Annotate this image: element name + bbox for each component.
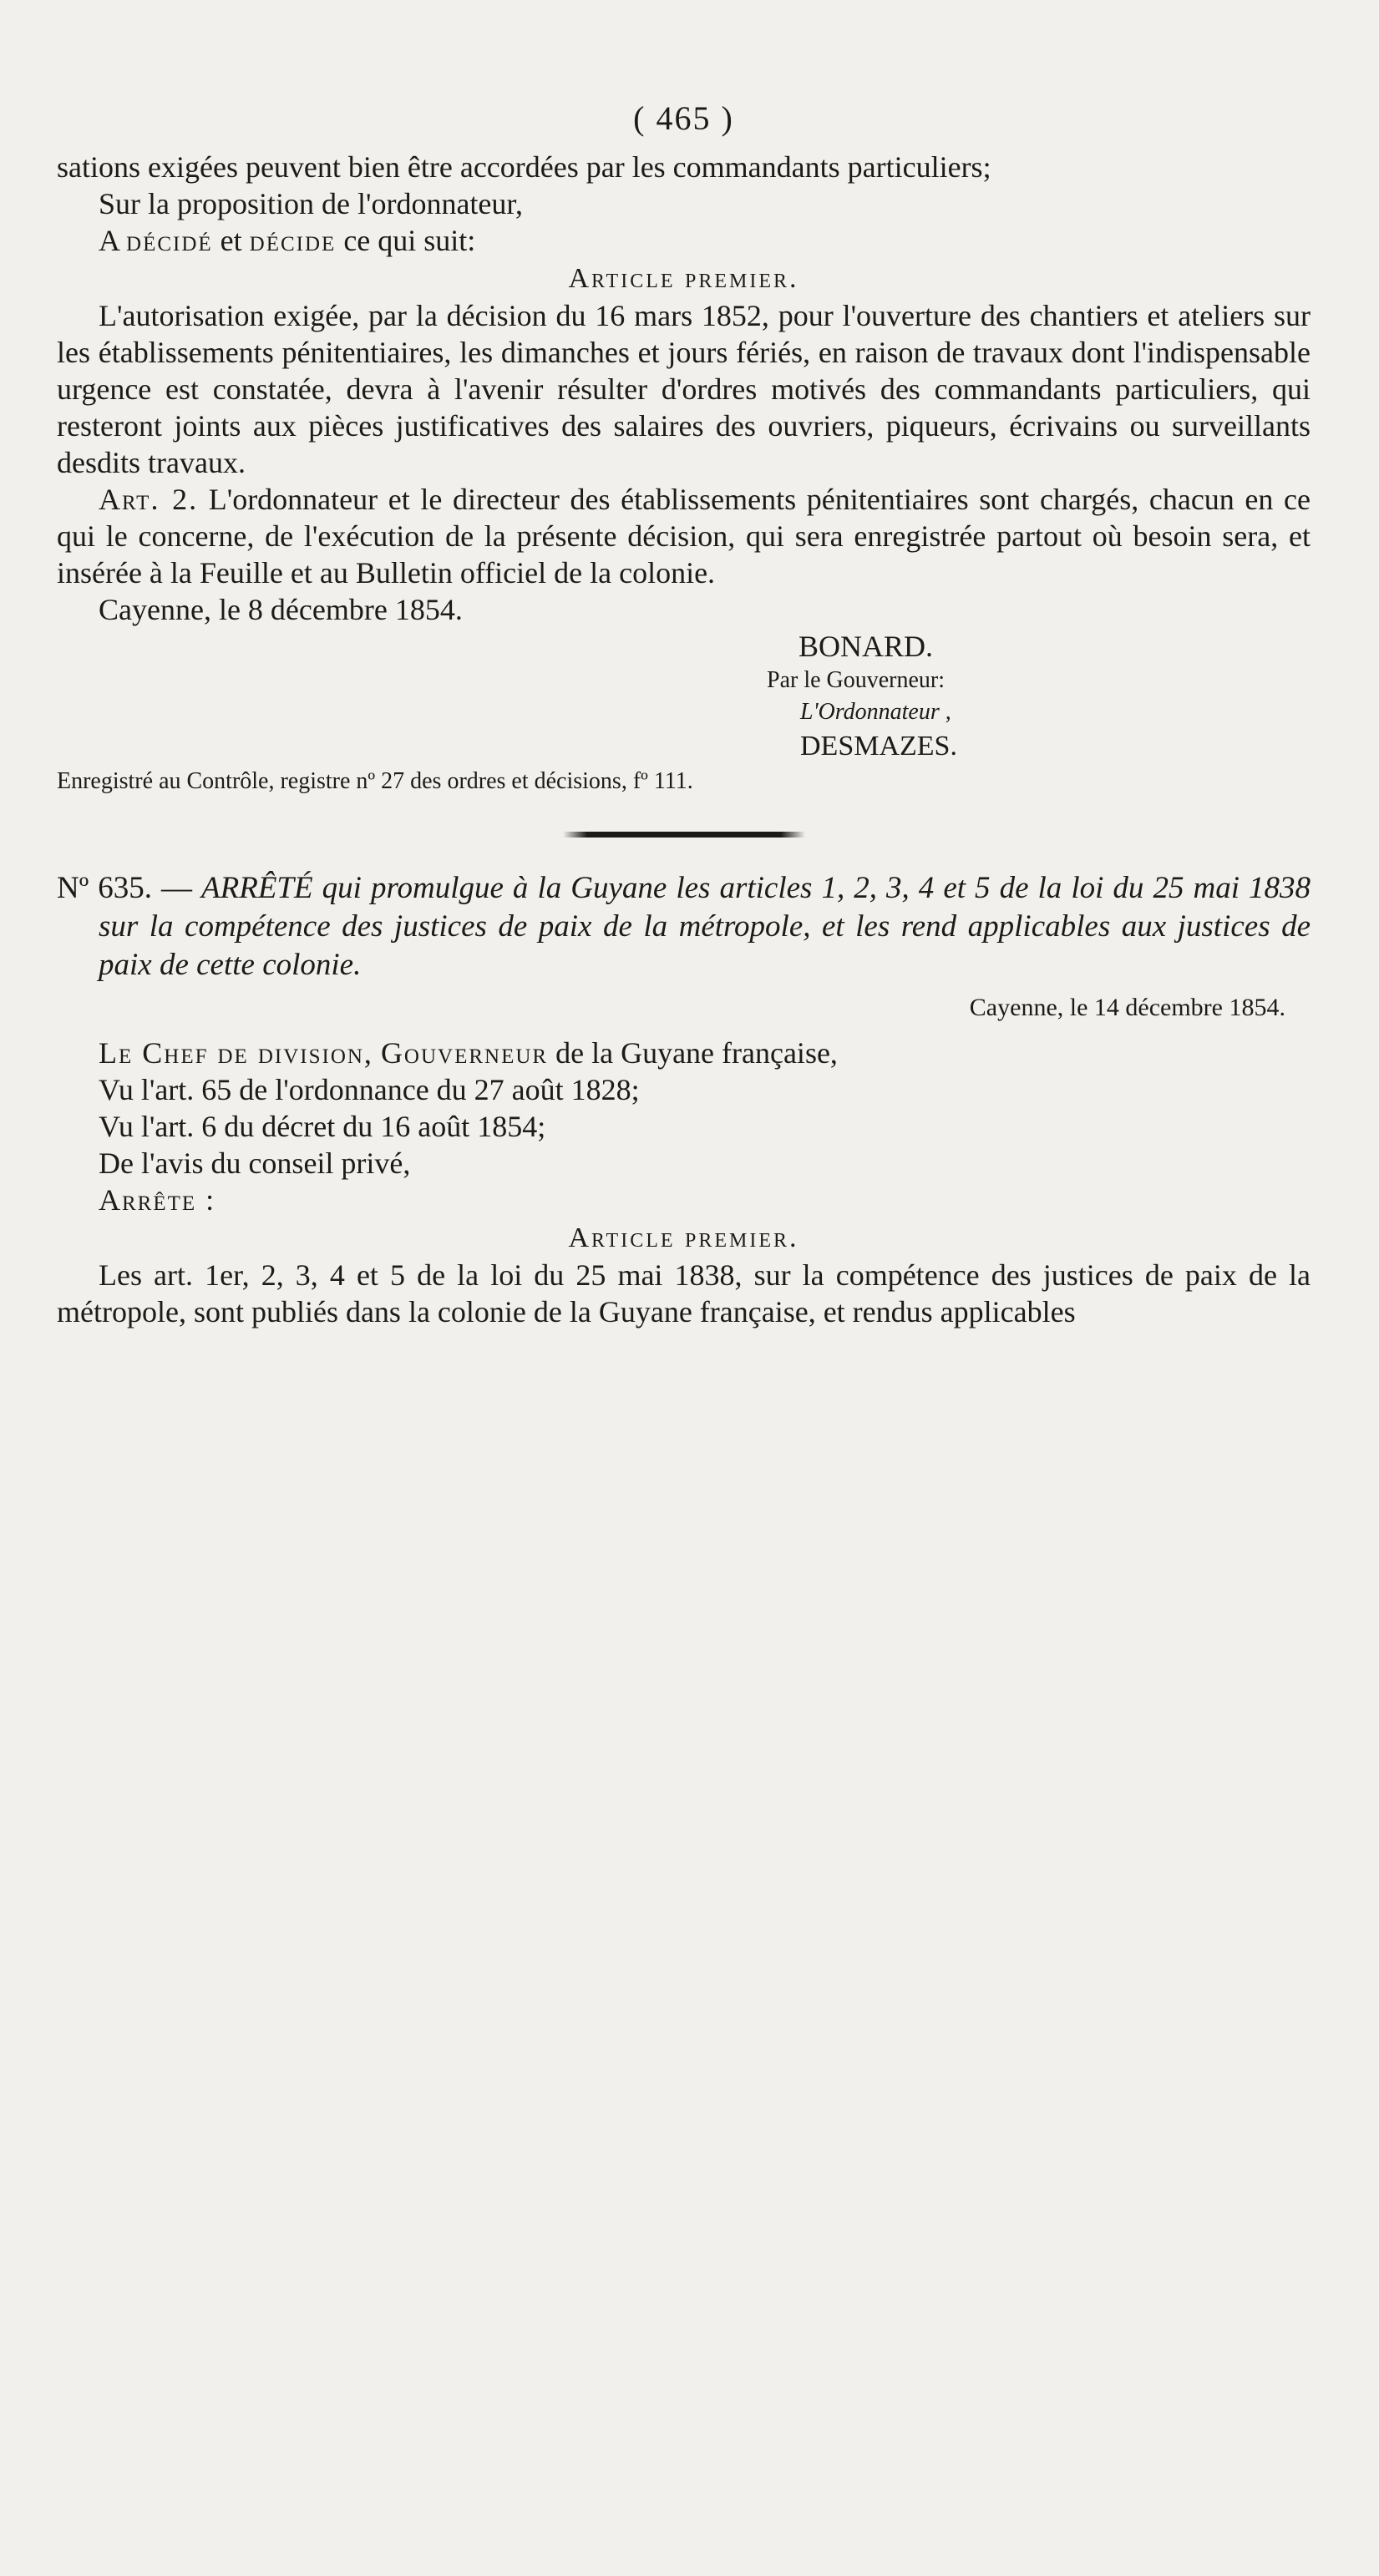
arrete-dateline: Cayenne, le 14 décembre 1854. [969, 994, 1285, 1021]
section-divider [563, 832, 805, 838]
place-date: Cayenne, le 8 décembre 1854. [99, 593, 463, 626]
vu-decret: Vu l'art. 6 du décret du 16 août 1854; [99, 1110, 546, 1143]
signer-name: BONARD. [799, 630, 934, 663]
arrete-title-text: ARRÊTÉ qui promulgue à la Guyane les articles 1, 2, 3, 4 et 5 de la loi du 25 mai 1838 sur la compétence des justices de paix de la métropole, et les rend applicables aux justices de paix de cette colonie. [99, 871, 1311, 982]
decide-c: et [220, 224, 242, 257]
decide-a: A [99, 224, 119, 257]
countersignature [57, 665, 1311, 765]
chef-line [57, 1035, 1311, 1071]
chef-b: Gouverneur [380, 1036, 549, 1070]
registration-note: Enregistré au Contrôle, registre nº 27 des ordres et décisions, fº 111. [57, 768, 693, 794]
arrete-title [57, 869, 1311, 984]
article-2-text: L'ordonnateur et le directeur des établissements pénitentiaires sont chargés, chacun en ce qui le concerne, de l'exécution de la présente décision, qui sera enregistrée partout où besoin sera, et insérée à la Feuille et au Bulletin officiel de la colonie. [57, 483, 1311, 590]
vu-ordonnance: Vu l'art. 65 de l'ordonnance du 27 août 1828; [99, 1073, 640, 1106]
paragraph-continuation: sations exigées peuvent bien être accordées par les commandants particuliers; [57, 150, 991, 184]
chef-a: Le Chef de division, [99, 1036, 373, 1070]
page-text [57, 100, 1311, 1330]
article-1-text: L'autorisation exigée, par la décision du 16 mars 1852, pour l'ouverture des chantiers et ateliers sur les établissements pénitentiaires, les dimanches et jours fériés, en raison de travaux dont l'indispensable urgence est constatée, devra à l'avenir résulter d'ordres motivés des commandants particuliers, qui resteront joints aux pièces justificatives des salaires des ouvriers, piqueurs, écrivains ou surveillants desdits travaux. [57, 299, 1311, 479]
paragraph-decide [57, 222, 1311, 259]
chef-c: de la Guyane française, [555, 1036, 838, 1070]
decide-b: décidé [126, 224, 213, 257]
par-le-gouverneur: Par le Gouverneur: [767, 667, 946, 693]
page-number: ( 465 ) [633, 99, 734, 137]
article-2 [57, 481, 1311, 591]
paragraph-proposition: Sur la proposition de l'ordonnateur, [99, 187, 523, 220]
decide-e: ce qui suit: [343, 224, 476, 257]
avis-conseil: De l'avis du conseil privé, [99, 1146, 411, 1180]
article-heading-1: Article premier. [568, 263, 799, 294]
article-1b-text: Les art. 1er, 2, 3, 4 et 5 de la loi du 25 mai 1838, sur la compétence des justices de paix de la métropole, sont publiés dans la colonie de la Guyane française, et rendus applicables [57, 1258, 1311, 1328]
ordonnateur-name: DESMAZES. [800, 731, 957, 762]
arrete-label: Arrête : [99, 1183, 216, 1217]
article-2-label: Art. 2. [99, 483, 199, 516]
arrete-number: Nº 635. — [57, 871, 192, 905]
ordonnateur-title: L'Ordonnateur , [800, 699, 951, 725]
decide-d: décide [249, 224, 337, 257]
article-heading-2: Article premier. [568, 1222, 799, 1253]
